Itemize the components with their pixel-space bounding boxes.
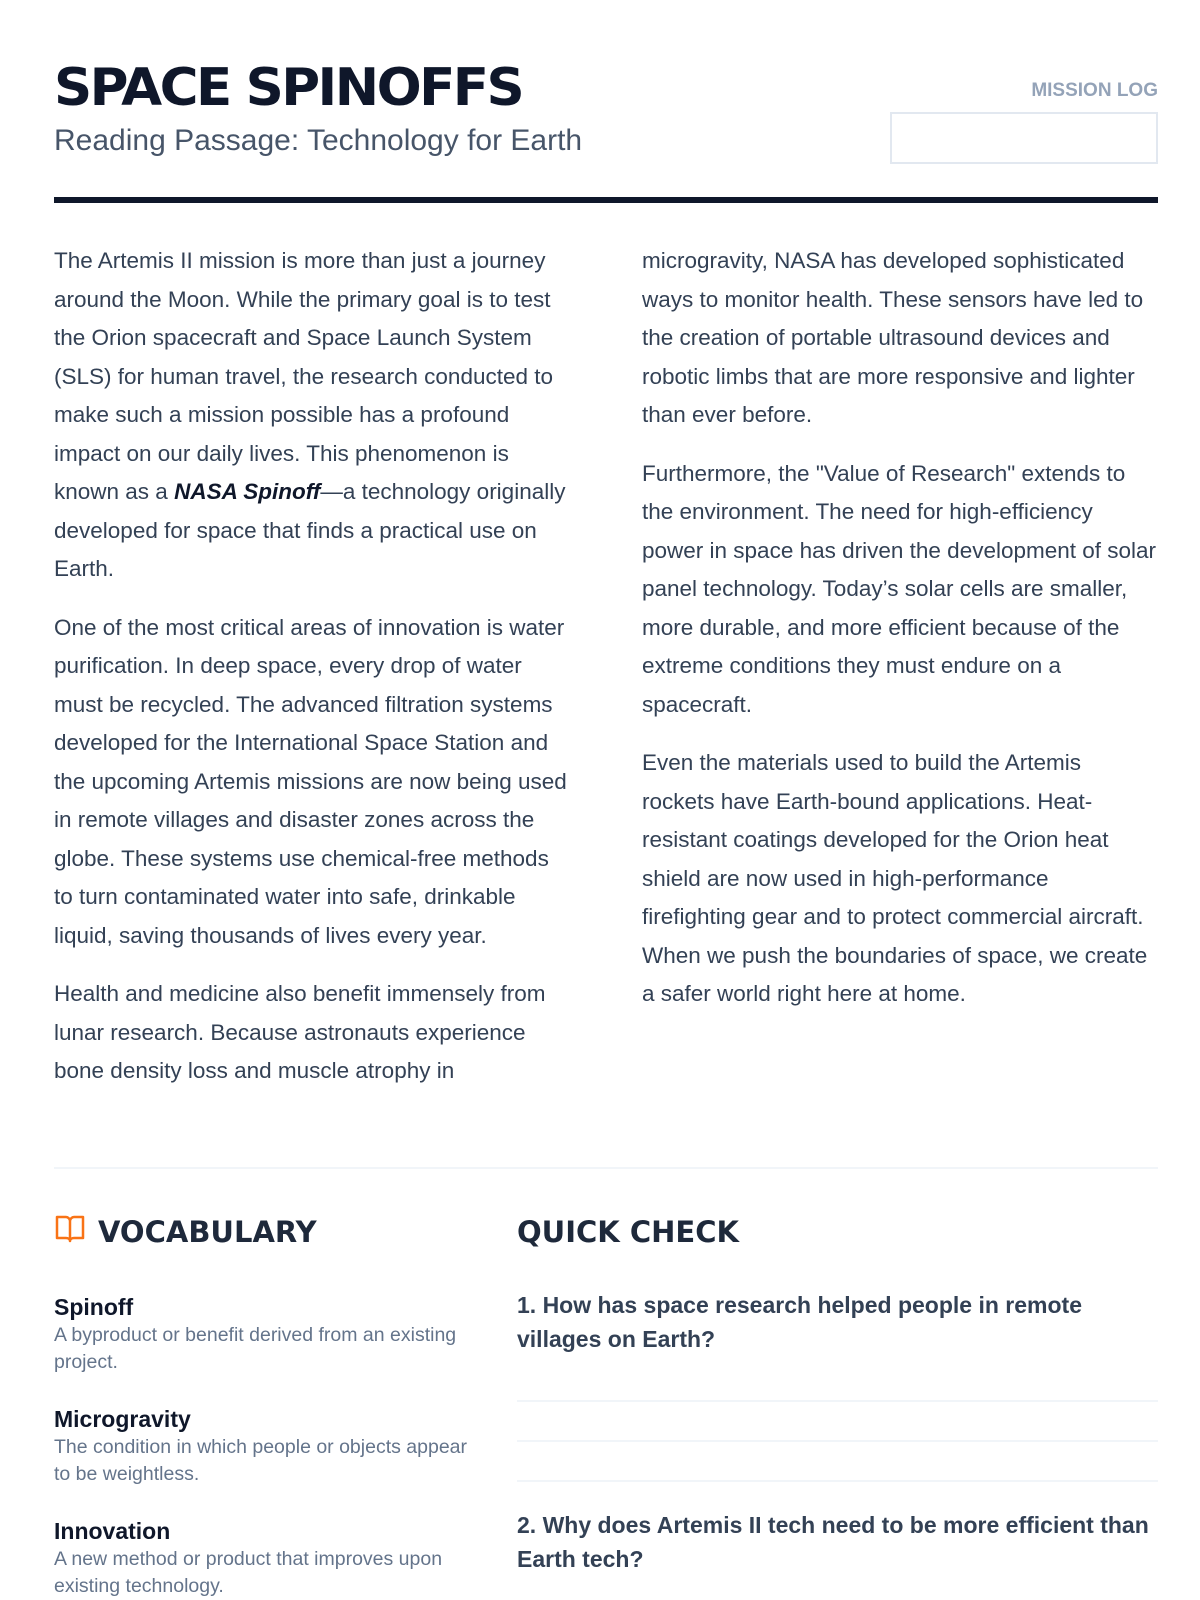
answer-line[interactable] [517, 1440, 1158, 1442]
mission-log-label: MISSION LOG [1031, 80, 1158, 101]
passage-paragraph [54, 242, 570, 589]
term-name: Spinoff [54, 1294, 134, 1320]
vocabulary-section [54, 1210, 474, 1600]
passage-paragraph: Furthermore, the "Value of Research" extends to the environment. The need for high-efficiency power in space has driven the development of solar panel technology. Today’s solar cells are smaller, more durable, and more efficient because of the extreme conditions they must endure on a spacecraft. [642, 460, 1157, 717]
passage-emphasis: NASA Spinoff [174, 479, 321, 504]
vocab-term [54, 1516, 474, 1600]
question-1: 1. How has space research helped people in remote villages on Earth? [517, 1292, 1082, 1352]
term-definition: A new method or product that improves upon existing technology. [54, 1548, 443, 1597]
quick-check-heading: QUICK CHECK [517, 1215, 739, 1249]
vocabulary-heading-text: VOCABULARY [98, 1215, 317, 1249]
passage-paragraph: Even the materials used to build the Artemis rockets have Earth-bound applications. Heat-resistant coatings developed for the Orion heat shield are now used in high-performance firefighting gear and to protect commercial aircraft. When we push the boundaries of space, we create a safer world right here at home. [642, 750, 1148, 1006]
vocabulary-heading [54, 1210, 474, 1254]
quick-check-section [517, 1210, 1158, 1600]
question-2: 2. Why does Artemis II tech need to be more efficient than Earth tech? [517, 1512, 1149, 1572]
passage-paragraph: One of the most critical areas of innovation is water purification. In deep space, every drop of water must be recycled. The advanced filtration systems developed for the International Space Station and the upcoming Artemis missions are now being used in remote villages and disaster zones across the globe. These systems use chemical-free methods to turn contaminated water into safe, drinkable liquid, saving thousands of lives every year. [54, 614, 567, 948]
term-definition: A byproduct or benefit derived from an existing project. [54, 1324, 457, 1373]
section-divider [54, 1167, 1158, 1169]
vocab-term [54, 1404, 474, 1488]
mission-log-field[interactable] [890, 112, 1158, 164]
answer-line[interactable] [517, 1400, 1158, 1402]
passage-text: The Artemis II mission is more than just a journey around the Moon. While the primary goal is to test the Orion spacecraft and Space Launch System (SLS) for human travel, the research conducted to make such a mission possible has a profound impact on our daily lives. This phenomenon is known as a [54, 248, 554, 504]
passage-text: —a technology originally developed for space that finds a practical use on Earth. [54, 479, 566, 581]
page-header [54, 58, 1158, 203]
page-subtitle: Reading Passage: Technology for Earth [54, 124, 583, 157]
book-open-icon [54, 1214, 86, 1251]
term-definition: The condition in which people or objects appear to be weightless. [54, 1436, 468, 1485]
term-name: Innovation [54, 1518, 171, 1544]
reading-passage [54, 242, 1158, 1122]
term-name: Microgravity [54, 1406, 191, 1432]
page-title: SPACE SPINOFFS [54, 58, 523, 118]
answer-line[interactable] [517, 1480, 1158, 1482]
mission-log [890, 80, 1158, 164]
vocab-term [54, 1292, 474, 1376]
passage-paragraph: Health and medicine also benefit immensely from lunar research. Because astronauts experience bone density loss and muscle atrophy in microgravity, NASA has developed sophisticated ways to monitor health. These sensors have led to the creation of portable ultrasound devices and robotic limbs that are more responsive and lighter than ever before. [54, 248, 1144, 1083]
